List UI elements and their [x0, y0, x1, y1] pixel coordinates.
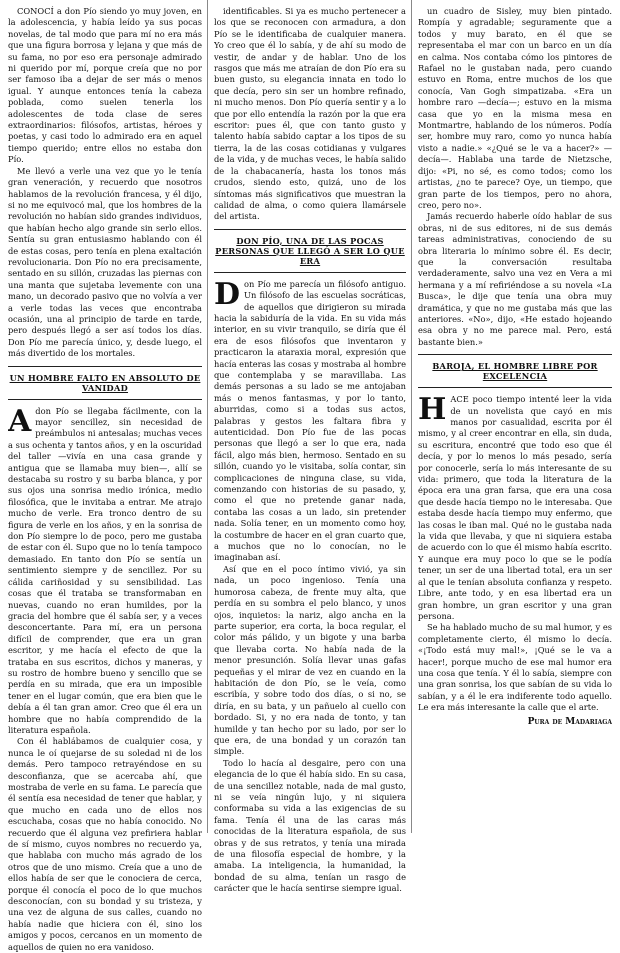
intro-paragraph-1: CONOCÍ a don Pío siendo yo muy joven, en la adolescencia, y había leído ya sus pocas novelas, de tal modo que para mí no era más que una figura borrosa y lejana y que más de su fama, no por eso era personaje admirado ni querido por mí, porque creía que no por ser famoso iba a dejar de ser más o menos igual. Y aunque entonces tenía la cabeza poblada, como suelen tenerla los adolescentes de toda clase de seres extraordinarios: filósofos, artistas, héroes y poetas, y casi todo lo admirado era en aquel tiempo querido; entre ellos no estaba don Pío.	[8, 6, 202, 165]
section-rule	[214, 272, 406, 273]
drop-cap: D	[214, 276, 241, 312]
body-paragraph-1: HACE poco tiempo intenté leer la vida de un novelista que cayó en mis manos por casualidad, escrita por él mismo, y al creer encontrar en ella, sin duda, su escritura, encontré que todo eso que él decía, y por lo menos lo más pesado, sería por conocerle, sería lo más interesante de su vida: primero, que toda la literatura de la época era una gran farsa, que era una cosa que desde hacía tiempo no le interesaba. Que estaba desde hacía tiempo muy enfermo, que las cosas le iban mal. Qué no le gustaba nada la vida que llevaba, y que ni siquiera estaba de acuerdo con lo que él mismo había escrito. Y aunque era muy poco lo que se le podía tener, un ser de una libertad total, era un ser al que le tenían absoluta confianza y respeto. Libre, ante todo, y en esa libertad era un gran hombre, un gran escritor y una gran persona.	[418, 392, 612, 621]
drop-cap: A	[8, 403, 32, 439]
section-rule	[8, 366, 202, 367]
body-paragraph-1: Adon Pío se llegaba fácilmente, con la mayor sencillez, sin necesidad de preámbulos ni antesalas; muchas veces a sus ochenta y tantos años, y en la oscuridad del taller —vivía en una casa grande y antigua que se llamaba muy bien—, allí se destacaba su rostro y su barba blanca, y por sus ojos una sonrisa medio irónica, medio filosófica, que le invitaba a entrar. Me atrajo mucho de verle. Era tronco dentro de su figura de verle en los años, y en la sonrisa de don Pío siempre lo de poco, pero me gustaba de estar con él. Supo que no lo tenía tampoco demasiado. En tanto don Pío se sentía un sentimiento siempre y de sencillez. Por su cálida cariñosidad y su sensibilidad. Las cosas que él trataba se transformaban en nuevas, cuando no eran humildes, por la gracia del hombre que él sabía ser, y a veces desconcertante. Para mí, era un persona difícil de comprender, que era un gran escritor, y me hacía el efecto de que la trataba en sus escritos, dichos y maneras, y su rostro de hombre bueno y sencillo que se perdía en su mirada, que era un imposible tener en el lugar común, que era bien que le debía a él tan gran amor. Creo que él era un hombre que no había comprendido de la literatura española.	[8, 403, 202, 735]
body-paragraph-2: Se ha hablado mucho de su mal humor, y es completamente cierto, él mismo lo decía. «¡Todo está muy mal!», ¡Qué se le va a hacer!, porque mucho de ese mal humor era una cosa que tenía. Y él lo sabía, siempre con una gran sonrisa, los que sabían de su vida lo sabían, y a él le era indiferente todo aquello. Le era más interesante la calle que el arte.	[418, 622, 612, 713]
section-heading: DON PÍO, UNA DE LAS POCAS PERSONAS QUE LLEGÓ A SER LO QUE ERA	[215, 235, 405, 266]
column-divider	[411, 0, 412, 833]
section-rule	[8, 399, 202, 400]
section-rule	[214, 229, 406, 230]
column-1	[8, 6, 202, 953]
section-rule	[418, 387, 612, 388]
drop-cap: H	[418, 392, 447, 428]
column-2	[214, 6, 406, 895]
intro-paragraph-2: Me llevó a verle una vez que yo le tenía gran veneración, y recuerdo que nosotros hablamos de la revolución francesa, y él dijo, si no me equivocó mal, que los hombres de la revolución no habían sido grandes individuos, que habían hecho algo grande sin serlo ellos. Sentía su gran entusiasmo hablando con él de estas cosas, pero tenía en plena exaltación revolucionaria. Don Pío no era precisamente, sentado en su sillón, cruzadas las piernas con una manta que sujetaba levemente con una mano, un decorado pasivo que no volvía a ver a verle todas las veces que encontraba ocasión, una al principio de tarde en tarde, pero después llegó a ser así todos los días. Don Pío me parecía único, y, desde luego, el más divertido de los mortales.	[8, 165, 202, 359]
body-paragraph-2: Así que en el poco íntimo vivió, ya sin nada, un poco ingenioso. Tenía una humorosa cabeza, de frente muy alta, que perdía en su sombra el pelo blanco, y unos ojos, inquietos: la nariz, algo ancha en la parte superior, era corta, la boca regular, el color más pálido, y un bigote y una barba que llevaba corta. No había nada de la menor presunción. Solía llevar unas gafas pequeñas y el mirar de vez en cuando en la habitación de don Pío, se le veía, como escribía, y sobre todo dos días, o si no, se diría, en su bata, y un pañuelo al cuello con bordado. Si, y no era nada de tonto, y tan humilde y tan hecho por su lado, por ser lo que era, de una bondad y un corazón tan simple.	[214, 563, 406, 757]
body-paragraph-3: Todo lo hacía al desgaire, pero con una elegancia de lo que él había sido. En su casa, de una sencillez notable, nada de mal gusto, ni se veía ningún lujo, y ni siquiera conformaba su vida a las exigencias de su fama. Tenía él una de las caras más conocidas de la literatura española, de sus obras y de sus retratos, y tenía una mirada de una filosofía especial de hombre, y la amaba. La inteligencia, la humanidad, la bondad de su alma, tenían un rasgo de carácter que le hacía sentirse siempre igual.	[214, 757, 406, 894]
body-paragraph-2: Con él hablábamos de cualquier cosa, y nunca le oí quejarse de su soledad ni de los demás. Pero tampoco retrayéndose en su desconfianza, que se acercaba ahí, que mostraba de verle en su fama. Le parecía que él sentía esa necesidad de tener que hablar, y que mucho en cada uno de ellos nos escuchaba, cosas que no había conocido. No recuerdo que él alguna vez prefiriera hablar de sí mismo, cuyos nombres no recuerdo ya, que hablaba con mucho más agrado de los otros que de uno mismo. Creía que a uno de ellos había de ser que le conociera de cerca, porque él conocía el poco de lo que muchos desconocían, con su bondad y su tristeza, y una vez de alguna de sus calles, cuando no había nadie que hiciera con él, sino los amigos y pocos, cercanos en un momento de aquellos de quien no era vanidoso.	[8, 736, 202, 952]
author-signature: Pura de Madariaga	[527, 716, 612, 727]
section-heading: BAROJA, EL HOMBRE LIBRE POR EXCELENCIA	[432, 361, 598, 382]
section-rule	[418, 354, 612, 355]
section-heading: UN HOMBRE FALTO EN ABSOLUTO DE VANIDAD	[9, 372, 201, 393]
body-paragraph-1: Don Pío me parecía un filósofo antiguo. Un filósofo de las escuelas socráticas, de aquellos que dirigieron su mirada hacia la sabiduría de la vida. En su vida más interior, en su vivir tranquilo, se diría que él era de esos filósofos que inventaron y practicaron la ataraxia moral, expresión que hacía enteras las cosas y mostraba al hombre que contemplaba y se maravillaba. Las demás personas a su lado se me antojaban más o menos fantasmas, y por lo tanto, aburridas, como si a todas sus actos, palabras y gestos les faltara fibra y autenticidad. Don Pío fue de las pocas personas que llegó a ser lo que era, nada fácil, algo más bien, hermoso. Sentado en su sillón, cuando yo le visitaba, solía contar, sin complicaciones de ninguna clase, su vida, comenzando con historias de su pasado, y, como el que no pretende ganar nada, contaba las cosas a un lado, sin pretender nada. Solía tener, en un momento como hoy, la costumbre de hacer en el gran cuarto que, a muchos que no lo conocían, no le imaginaban así.	[214, 276, 406, 563]
top-paragraph-2: Jamás recuerdo haberle oído hablar de sus obras, ni de sus editores, ni de sus demás tareas administrativas, conociendo de su obra literaria lo mínimo sobre él. Es decir, que la conversación resultaba verdaderamente, salvo una vez en Vera a mi hermana y a mí refiriéndose a su novela «La Busca», le dije que tenía una obra muy dramática, y que no me gustaba más que las anteriores. «No», dijo, «He estado hojeando esa obra y no me parece mal. Pero, está bastante bien.»	[418, 211, 612, 347]
column-3	[418, 6, 612, 728]
column-divider	[207, 0, 208, 833]
top-paragraph-1: un cuadro de Sisley, muy bien pintado. Rompía y agradable; seguramente que a todos y muy barato, en él que se representaba el mar con un barco en un día en calma. Nos contaba cómo los pintores de Rafael no le gustaban nada, pero cuando estuvo en Roma, entre muchos de los que conocía, Van Gogh simpatizaba. «Era un hombre raro —decía—; estuvo en la misma casa que yo en la misma mesa en Montmartre, hablando de los números. Podía ser, hombre muy raro, como yo nunca había visto a nadie.» «¿Qué se le va a hacer?» —decía—. Hablaba una tarde de Nietzsche, dijo: «Pi, no sé, es como todos; como los artistas, ¿no te parece? Oye, un tiempo, que gran parte de los tiempos, pero no ahora, creo, pero no».	[418, 6, 612, 210]
top-paragraph: identificables. Si ya es mucho pertenecer a los que se reconocen con armadura, a don Pío se le identificaba de cualquier manera. Yo creo que él lo sabía, y de ahí su modo de vestir, de andar y de hablar. Uno de los rasgos que más me atraían de don Pío era su buen gusto, su elegancia innata en todo lo que decía, pero sin ser un hombre refinado, ni mucho menos. Don Pío quería sentir y a lo que por ello entendía la razón por la que era escritor: pues él, que con tanto gusto y talento había sabido captar a los tipos de su tierra, la de las cosas cotidianas y vulgares de la vida, y de muchas veces, le había salido de la chabacanería, hasta los tonos más crudos, siendo esto, quizá, uno de los síntomas más significativos que muestran la calidad de alma, o como quiera llamársele del artista.	[214, 6, 406, 222]
